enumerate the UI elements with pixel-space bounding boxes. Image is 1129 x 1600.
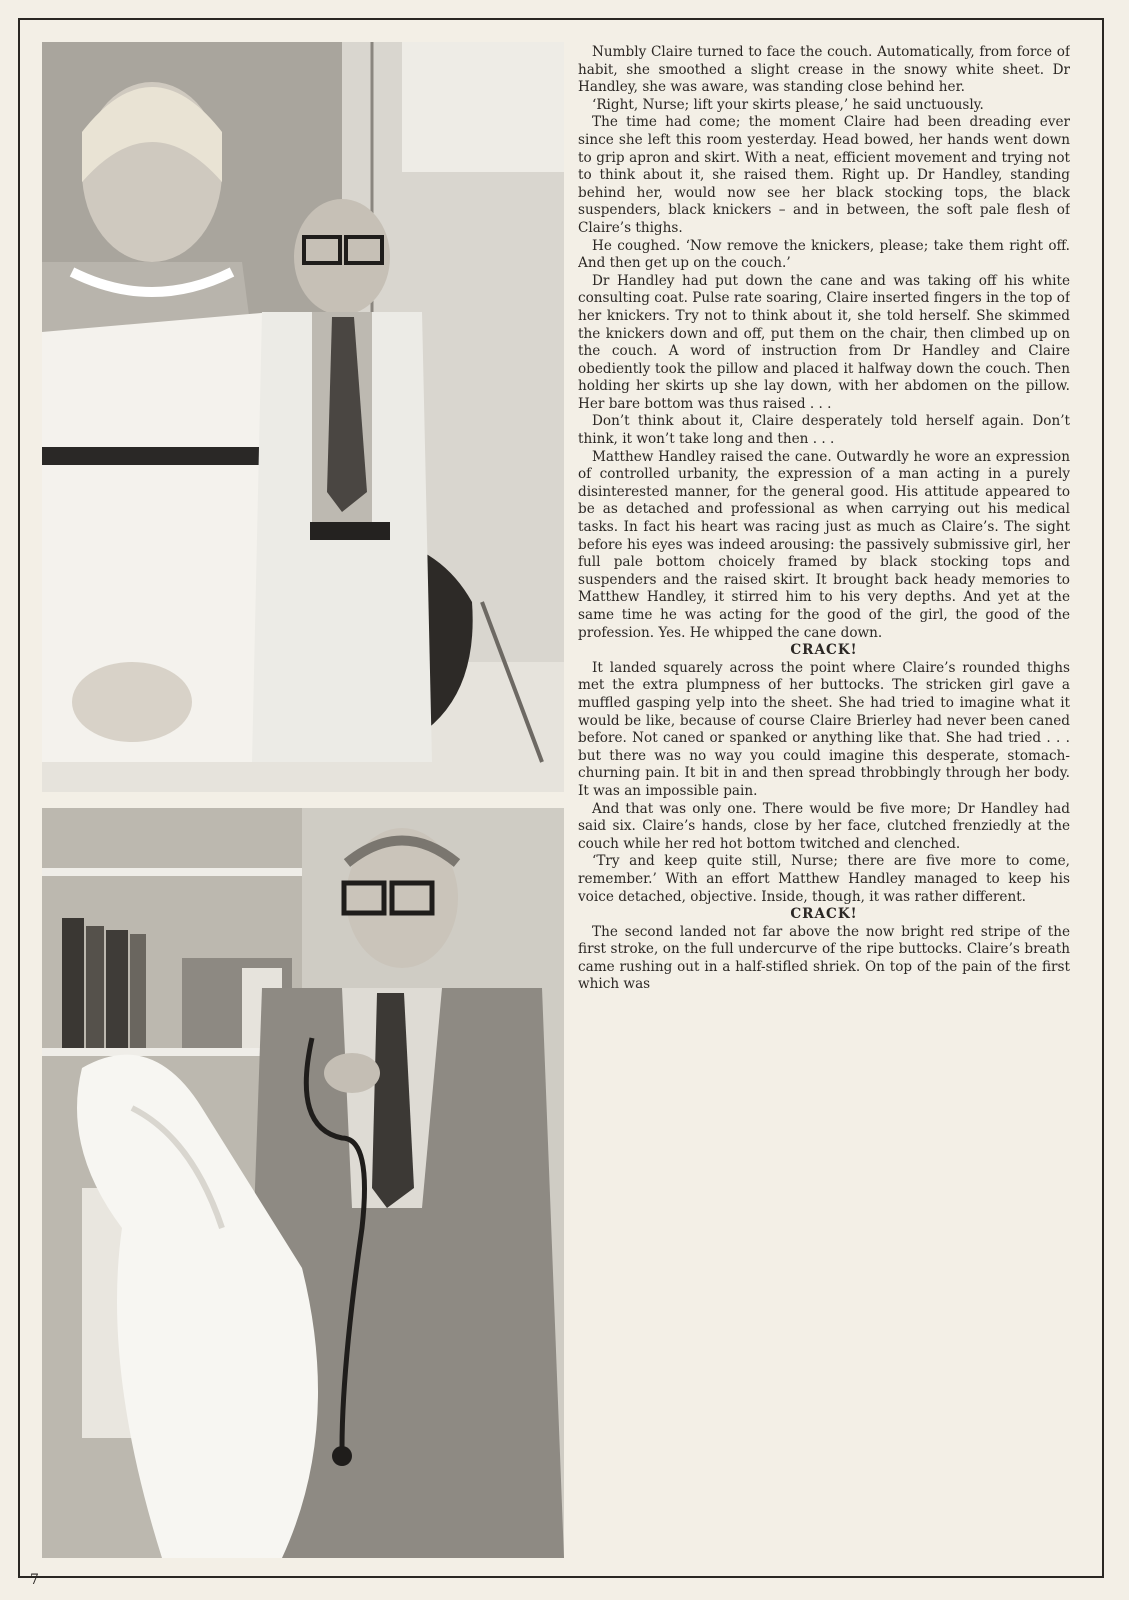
article-paragraph-8: It landed squarely across the point where Claire’s rounded thighs met the extra plumpness of her buttocks. The stricken girl gave a muffled gasping yelp into the sheet. She had tried to imagine what it would be like, because of course Claire Brierley had never been caned before. Not caned or spanked or anything like that. She had tried . . . but there was no way you could imagine this desperate, stomach-churning pain. It bit in and then spread throbbingly through her body. It was an impossible pain. <box>578 659 1070 799</box>
article-paragraph-3: The time had come; the moment Claire had been dreading ever since she left this room yesterday. Head bowed, her hands went down to grip apron and skirt. With a neat, efficient movement and trying not to think about it, she raised them. Right up. Dr Handley, standing behind her, would now see her black stocking tops, the black suspenders, black knickers – and in between, the soft pale flesh of Claire’s thighs. <box>578 114 1070 236</box>
article-paragraph-1: Numbly Claire turned to face the couch. Automatically, from force of habit, she smoothed a slight crease in the snowy white sheet. Dr Handley, she was aware, was standing close behind her. <box>578 44 1070 96</box>
article-paragraph-10: ‘Try and keep quite still, Nurse; there are five more to come, remember.’ With an effort Matthew Handley managed to keep his voice detached, objective. Inside, though, it was rather different. <box>578 853 1070 905</box>
article-paragraph-2: ‘Right, Nurse; lift your skirts please,’ he said unctuously. <box>592 96 984 113</box>
page-number: 7 <box>30 1572 39 1588</box>
article-paragraph-6: Don’t think about it, Claire desperately told herself again. Don’t think, it won’t take long and then . . . <box>578 413 1070 448</box>
doctor-with-coat-illustration <box>42 808 564 1558</box>
article-paragraph-7: Matthew Handley raised the cane. Outwardly he wore an expression of controlled urbanity, the expression of a man acting in a purely disinterested manner, for the general good. His attitude appeared to be as detached and professional as when carrying out his medical tasks. In fact his heart was racing just as much as Claire’s. The sight before his eyes was indeed arousing: the passively submissive girl, her full pale bottom choicely framed by black stocking tops and suspenders and the raised skirt. It brought back heady memories to Matthew Handley, it stirred him to his very depths. And yet at the same time he was acting for the good of the girl, the good of the profession. Yes. He whipped the cane down. <box>578 448 1070 641</box>
doctor-with-coat-photo <box>42 808 564 1558</box>
nurse-and-doctor-illustration <box>42 42 564 792</box>
crack-heading-2: CRACK! <box>790 906 858 923</box>
article-paragraph-11: The second landed not far above the now bright red stripe of the first stroke, on the full undercurve of the ripe buttocks. Claire’s breath came rushing out in a half-stifled shriek. On top of the pain of the first which was <box>578 923 1070 993</box>
article-paragraph-9: And that was only one. There would be five more; Dr Handley had said six. Claire’s hands, close by her face, clutched frenziedly at the couch while her red hot bottom twitched and clenched. <box>578 800 1070 852</box>
article-paragraph-5: Dr Handley had put down the cane and was taking off his white consulting coat. Pulse rate soaring, Claire inserted fingers in the top of her knickers. Try not to think about it, she told herself. She skimmed the knickers down and off, put them on the chair, then climbed up on the couch. A word of instruction from Dr Handley and Claire obediently took the pillow and placed it halfway down the couch. Then holding her skirts up she lay down, with her abdomen on the pillow. Her bare bottom was thus raised . . . <box>578 272 1070 412</box>
article-paragraph-4: He coughed. ‘Now remove the knickers, please; take them right off. And then get up on the couch.’ <box>578 237 1070 272</box>
crack-heading-1: CRACK! <box>790 642 858 659</box>
article-text-column <box>578 44 1070 1564</box>
nurse-and-doctor-photo <box>42 42 564 792</box>
